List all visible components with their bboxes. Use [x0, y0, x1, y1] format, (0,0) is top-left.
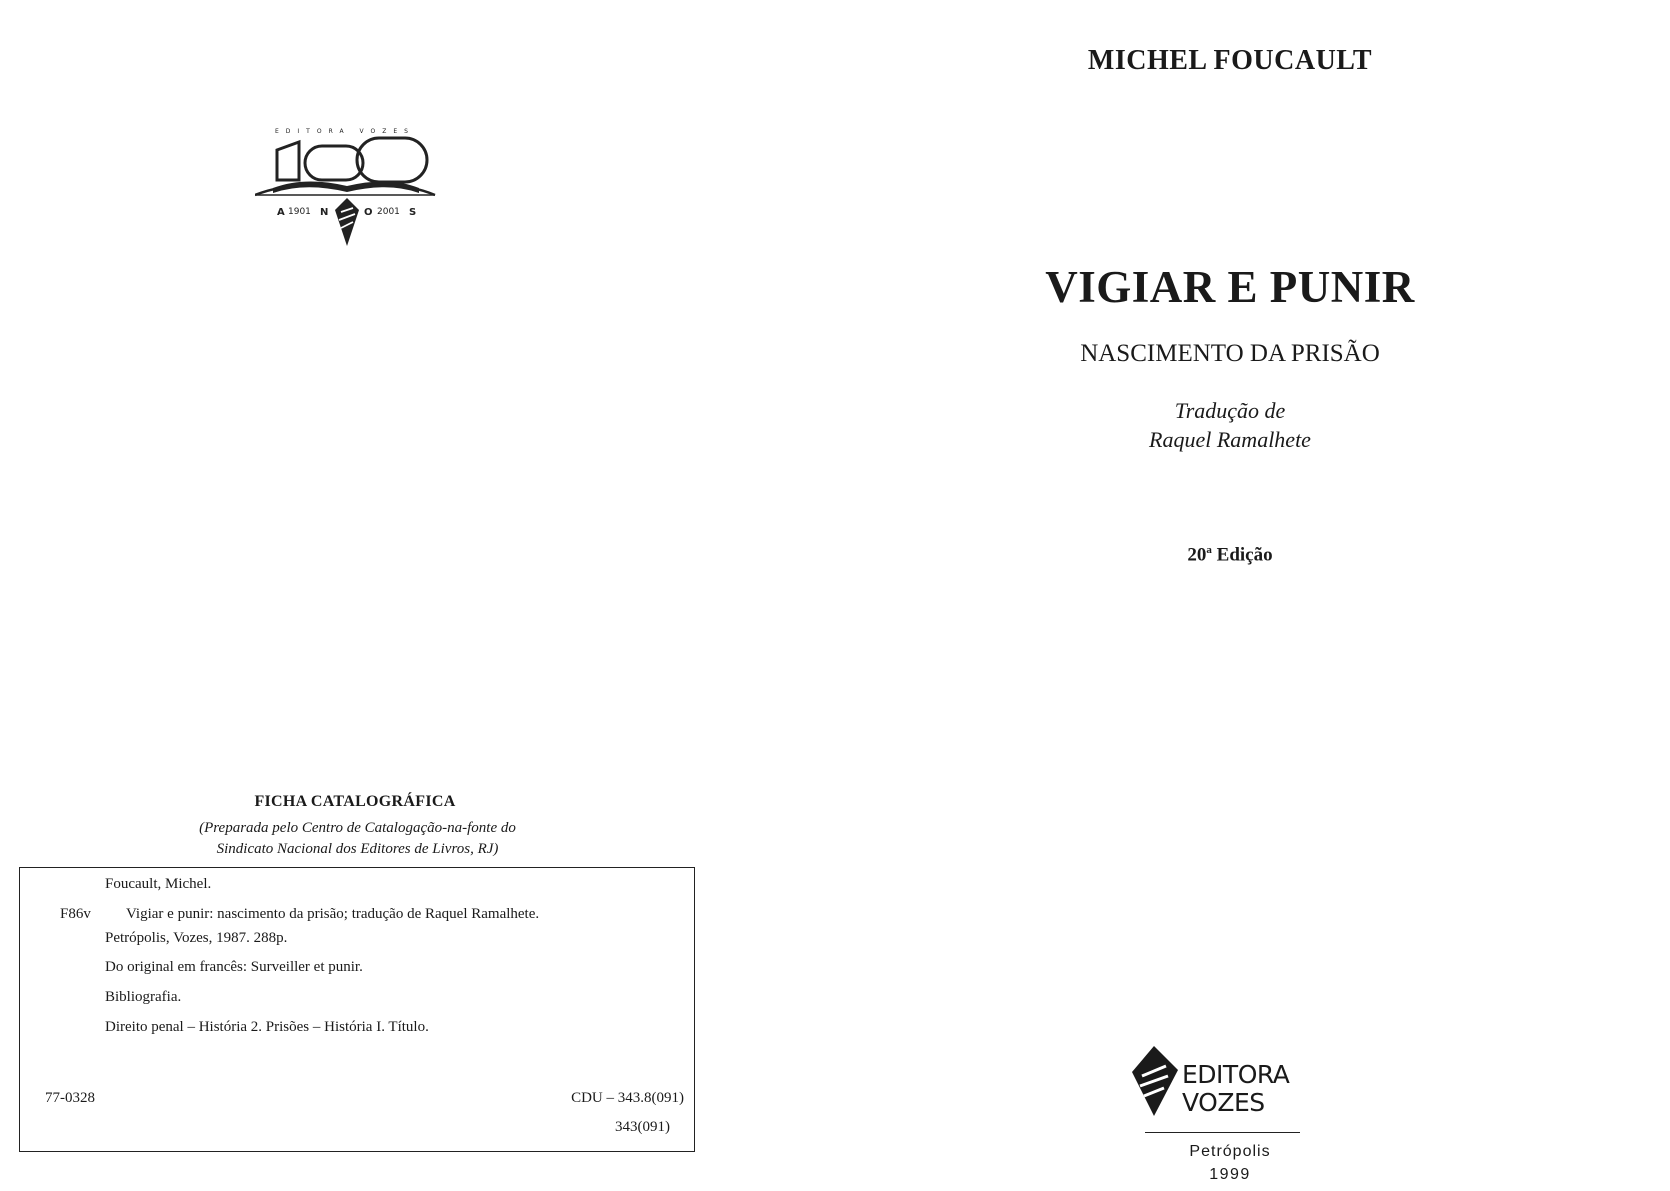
catalog-bibliography: Bibliografia. [105, 989, 182, 1005]
catalog-imprint: Petrópolis, Vozes, 1987. 288p. [105, 930, 288, 946]
catalog-author: Foucault, Michel. [105, 876, 212, 892]
edition-word: Edição [1216, 544, 1273, 566]
catalog-call-number: F86v [60, 906, 91, 922]
catalog-original: Do original em francês: Surveiller et punir. [105, 959, 363, 975]
publisher-logo [1128, 1040, 1378, 1135]
publisher-name-line-2: VOZES [1182, 1088, 1265, 1117]
publisher-city: Petrópolis [1189, 1143, 1271, 1160]
catalog-subjects: Direito penal – História 2. Prisões – História I. Título. [105, 1019, 429, 1035]
edition-ordinal: a [1206, 544, 1212, 556]
author-name: MICHEL FOUCAULT [1087, 45, 1373, 76]
anniversary-year-start: 1901 [288, 207, 311, 217]
ficha-subtitle [120, 818, 595, 860]
anniversary-year-end: 2001 [377, 207, 400, 217]
ficha-title: FICHA CATALOGRÁFICA [254, 793, 456, 810]
translation-credit: Tradução de [1174, 398, 1286, 423]
anniversary-logo-top-text: EDITORA VOZES [275, 128, 415, 135]
vozes-emblem-icon [1128, 1040, 1182, 1120]
edition [790, 544, 1670, 566]
anniversary-logo [255, 128, 455, 263]
publication-year: 1999 [1209, 1166, 1251, 1183]
catalog-title-entry: Vigiar e punir: nascimento da prisão; tradução de Raquel Ramalhete. [126, 906, 540, 922]
catalog-cdu-2: 343(091) [615, 1119, 670, 1135]
anniversary-letter-s: S [409, 207, 417, 218]
catalog-record-number: 77-0328 [45, 1090, 95, 1106]
edition-number: 20 [1187, 544, 1207, 566]
anniversary-letter-o: O [364, 207, 373, 218]
left-page [0, 0, 790, 1191]
catalog-cdu-1: CDU – 343.8(091) [571, 1090, 684, 1106]
catalog-card [19, 867, 695, 1152]
title-page [790, 0, 1670, 1191]
translator-name: Raquel Ramalhete [1149, 427, 1311, 452]
publisher-divider [1145, 1132, 1300, 1133]
book-subtitle: NASCIMENTO DA PRISÃO [1080, 340, 1380, 367]
ficha-subtitle-line-2: Sindicato Nacional dos Editores de Livros, RJ) [216, 841, 499, 857]
book-title: VIGIAR E PUNIR [1045, 262, 1415, 312]
publisher-name-line-1: EDITORA [1182, 1060, 1290, 1089]
ficha-subtitle-line-1: (Preparada pelo Centro de Catalogação-na-fonte do [199, 820, 516, 836]
anniversary-letter-n: N [320, 207, 329, 218]
anniversary-letter-a: A [277, 207, 285, 218]
anniversary-logo-bottom [277, 207, 437, 221]
book-100-icon [255, 128, 455, 263]
